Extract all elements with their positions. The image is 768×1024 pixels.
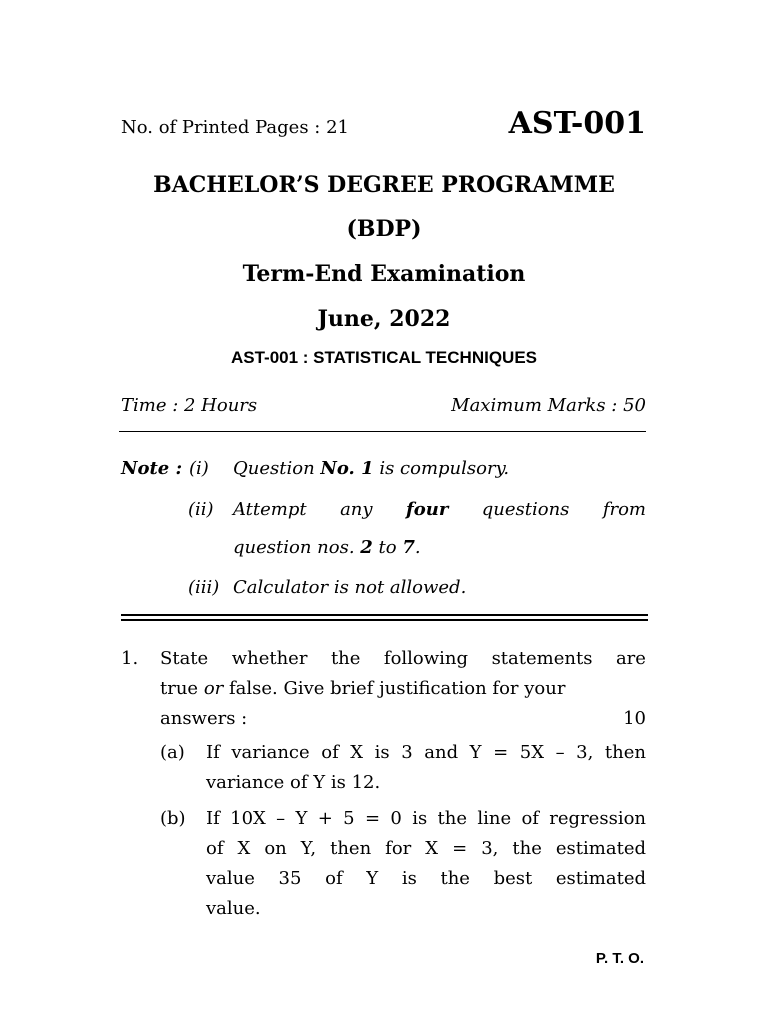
paper-code: AST-001 bbox=[508, 106, 646, 141]
exam-session: June, 2022 bbox=[317, 306, 451, 332]
sub-question-line: variance of Y is 12. bbox=[206, 772, 381, 793]
programme-abbr: (BDP) bbox=[346, 216, 422, 242]
double-divider-top bbox=[121, 614, 648, 616]
note-text-part: is compulsory. bbox=[373, 458, 510, 479]
question-line bbox=[160, 704, 646, 734]
question-text-italic: or bbox=[203, 678, 224, 699]
sub-question-text bbox=[206, 738, 646, 798]
header-row bbox=[121, 106, 646, 150]
note-number: (i) bbox=[189, 458, 209, 479]
question-text-part: true bbox=[160, 678, 204, 699]
sub-question-text bbox=[206, 804, 646, 924]
sub-question-line: If variance of X is 3 and Y = 5X – 3, then bbox=[206, 742, 646, 763]
please-turn-over: P. T. O. bbox=[595, 950, 644, 967]
question-word: are bbox=[615, 648, 646, 669]
note-word: Attempt bbox=[233, 499, 307, 520]
note-text-bold: 2 bbox=[360, 537, 373, 558]
sub-question-line: value 35 of Y is the best estimated bbox=[206, 868, 646, 889]
note-text-line bbox=[233, 499, 646, 520]
maximum-marks: Maximum Marks : 50 bbox=[451, 395, 646, 416]
programme-title: BACHELOR’S DEGREE PROGRAMME bbox=[153, 172, 615, 198]
question-marks: 10 bbox=[623, 708, 646, 729]
note-word: any bbox=[340, 499, 373, 520]
question-number: 1. bbox=[121, 648, 139, 669]
note-word: from bbox=[602, 499, 646, 520]
note-word: questions bbox=[481, 499, 570, 520]
sub-question-line: If 10X – Y + 5 = 0 is the line of regression bbox=[206, 808, 646, 829]
note-label: Note : bbox=[121, 458, 183, 479]
sub-question-label: (b) bbox=[160, 808, 186, 829]
sub-question-label: (a) bbox=[160, 742, 185, 763]
question-word: the bbox=[330, 648, 361, 669]
question-text-part: false. Give brief justification for your bbox=[223, 678, 566, 699]
question-word: whether bbox=[231, 648, 308, 669]
divider bbox=[119, 431, 646, 432]
time-allowed: Time : 2 Hours bbox=[121, 395, 258, 416]
question-text-part: answers : bbox=[160, 708, 248, 729]
question-word: statements bbox=[491, 648, 593, 669]
note-text-bold: 7 bbox=[402, 537, 415, 558]
time-marks-row bbox=[121, 395, 646, 419]
question-text bbox=[160, 644, 646, 734]
note-text-bold: No. 1 bbox=[320, 458, 374, 479]
question-word: State bbox=[160, 648, 209, 669]
note-text bbox=[233, 537, 646, 558]
subject-title: AST-001 : STATISTICAL TECHNIQUES bbox=[230, 348, 538, 367]
exam-title: Term-End Examination bbox=[242, 261, 526, 287]
sub-question-line: of X on Y, then for X = 3, the estimated bbox=[206, 838, 646, 859]
note-text-part: Question bbox=[233, 458, 321, 479]
note-number: (ii) bbox=[188, 499, 214, 520]
note-text-part: to bbox=[372, 537, 403, 558]
note-text-part: question nos. bbox=[233, 537, 361, 558]
question-line bbox=[160, 674, 646, 704]
note-word: four bbox=[405, 499, 449, 520]
note-text-part: . bbox=[414, 537, 421, 558]
sub-question-line: value. bbox=[206, 898, 261, 919]
question-line bbox=[160, 644, 646, 674]
note-text bbox=[233, 458, 646, 479]
double-divider-bottom bbox=[121, 619, 648, 621]
note-number: (iii) bbox=[188, 577, 220, 598]
note-text: Calculator is not allowed. bbox=[233, 577, 467, 598]
printed-pages: No. of Printed Pages : 21 bbox=[121, 117, 349, 138]
question-word: following bbox=[383, 648, 469, 669]
